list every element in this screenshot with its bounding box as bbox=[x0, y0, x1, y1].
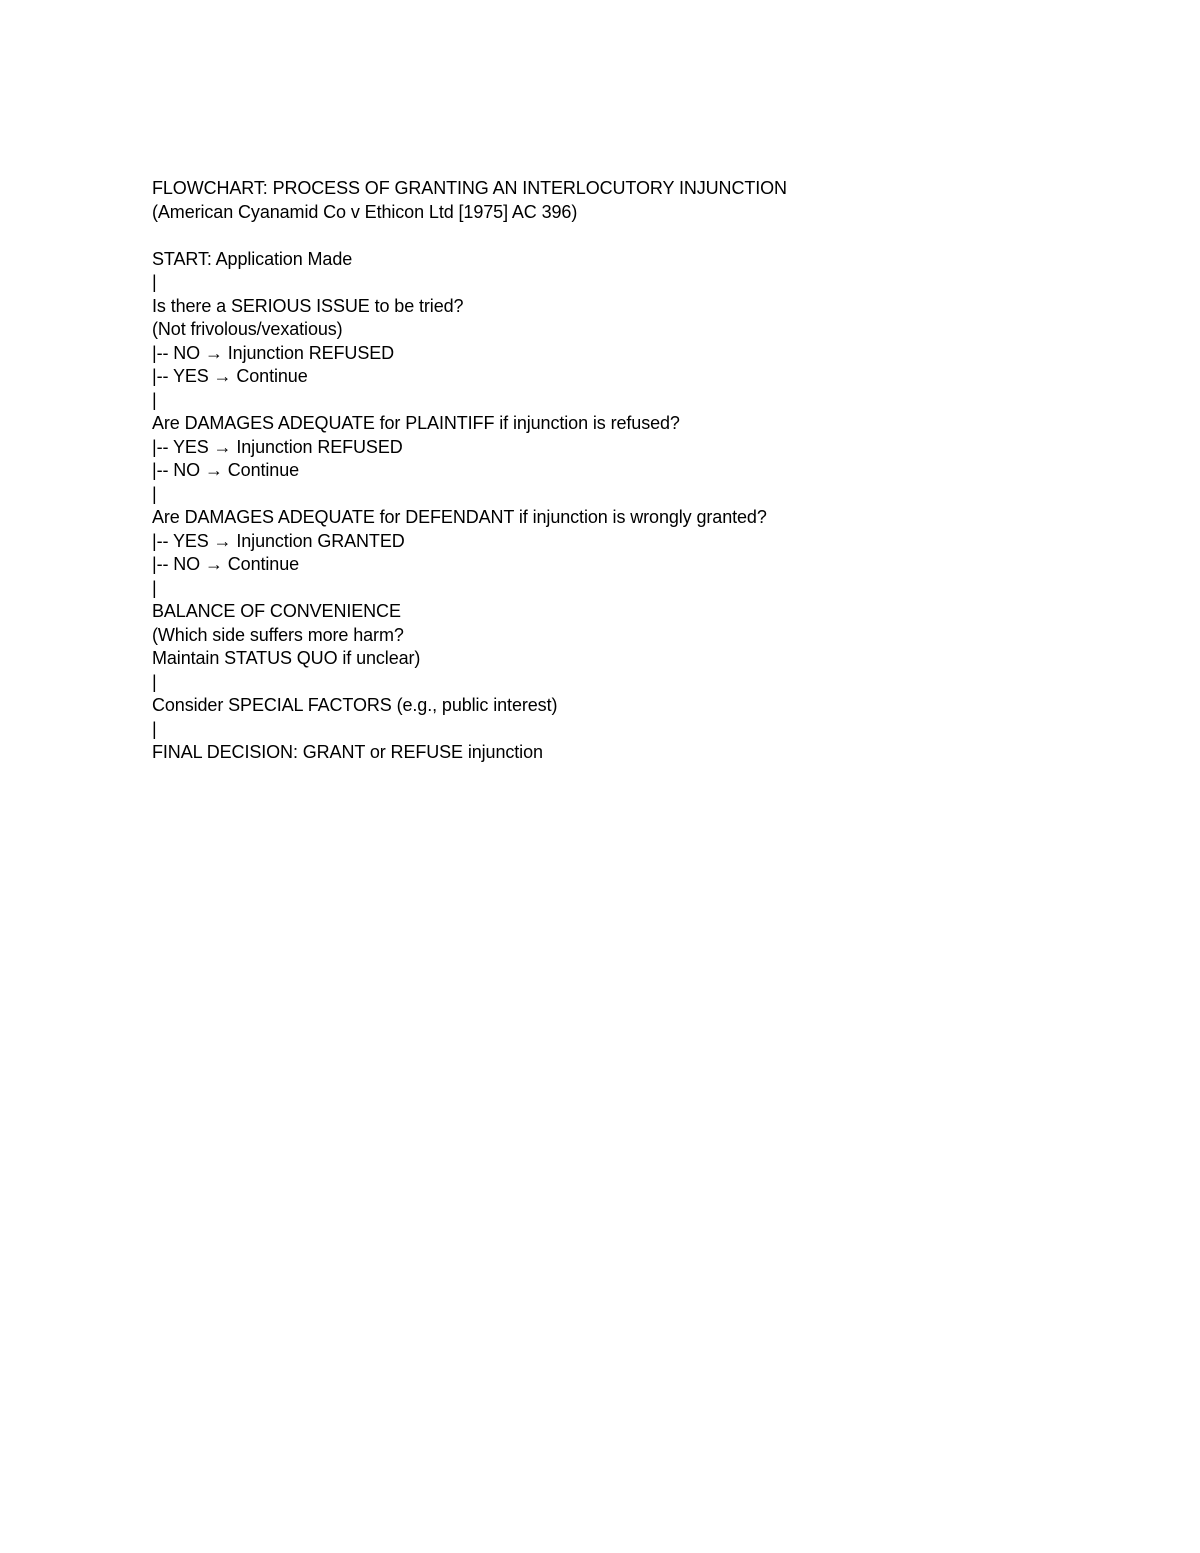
special-factors-step: Consider SPECIAL FACTORS (e.g., public interest) bbox=[152, 695, 558, 715]
blank-line bbox=[152, 224, 1152, 248]
final-decision: FINAL DECISION: GRANT or REFUSE injunction bbox=[152, 742, 543, 762]
connector: | bbox=[152, 389, 157, 410]
plaintiff-damages-branch-yes: |-- YES → Injunction REFUSED bbox=[152, 436, 403, 457]
serious-issue-branch-yes: |-- YES → Continue bbox=[152, 366, 308, 386]
serious-issue-branch-no: |-- NO → Injunction REFUSED bbox=[152, 342, 395, 363]
defendant-damages-question: Are DAMAGES ADEQUATE for DEFENDANT if injunction is wrongly granted? bbox=[152, 507, 767, 527]
plaintiff-damages-question: Are DAMAGES ADEQUATE for PLAINTIFF if injunction is refused? bbox=[152, 413, 680, 433]
case-citation: (American Cyanamid Co v Ethicon Ltd [1975] AC 396) bbox=[152, 201, 578, 222]
connector: | bbox=[152, 483, 157, 504]
flowchart-text-body bbox=[152, 177, 1152, 765]
connector: | bbox=[152, 577, 157, 598]
connector: | bbox=[152, 671, 157, 692]
serious-issue-question: Is there a SERIOUS ISSUE to be tried? bbox=[152, 295, 464, 316]
connector: | bbox=[152, 272, 157, 292]
defendant-damages-branch-yes: |-- YES → Injunction GRANTED bbox=[152, 530, 405, 551]
start-step: START: Application Made bbox=[152, 248, 353, 269]
balance-of-convenience-note-2: Maintain STATUS QUO if unclear) bbox=[152, 648, 421, 668]
serious-issue-note: (Not frivolous/vexatious) bbox=[152, 319, 343, 339]
balance-of-convenience-heading: BALANCE OF CONVENIENCE bbox=[152, 601, 401, 621]
plaintiff-damages-branch-no: |-- NO → Continue bbox=[152, 460, 300, 480]
balance-of-convenience-note-1: (Which side suffers more harm? bbox=[152, 624, 404, 645]
document-title: FLOWCHART: PROCESS OF GRANTING AN INTERLOCUTORY INJUNCTION bbox=[152, 178, 787, 198]
connector: | bbox=[152, 718, 157, 739]
defendant-damages-branch-no: |-- NO → Continue bbox=[152, 554, 300, 574]
